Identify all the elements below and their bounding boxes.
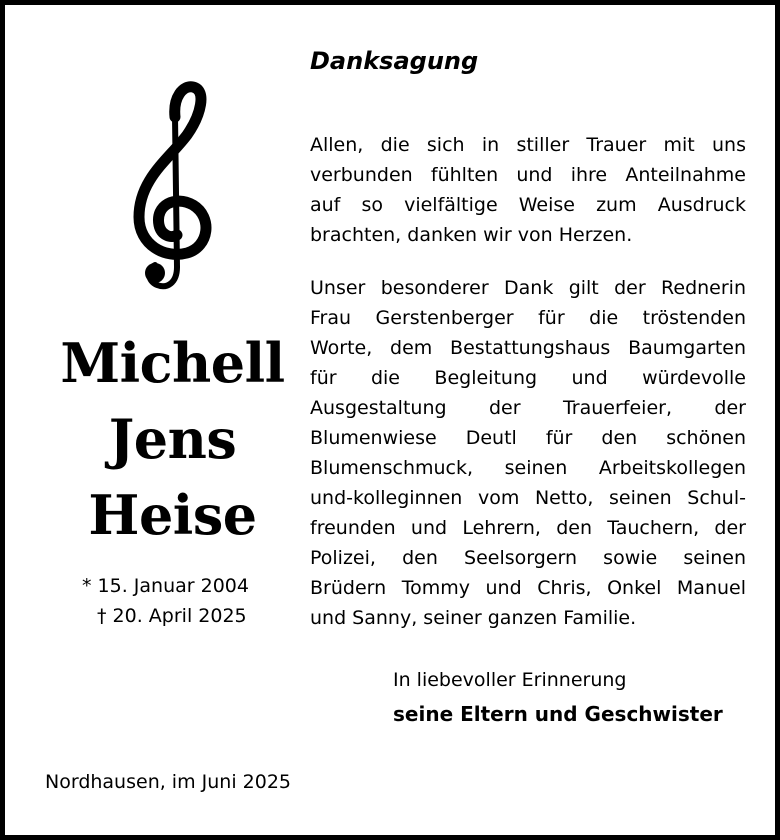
notice-heading: Danksagung (310, 47, 479, 75)
deceased-middle-name: Jens (108, 407, 237, 471)
paragraph-line: freunden und Lehrern, den Tauchern, der (310, 517, 746, 539)
paragraph-line: Blumenwiese Deutl für den schönen (310, 427, 746, 449)
memory-line: In liebevoller Erinnerung (393, 669, 627, 691)
paragraph-line: Allen, die sich in stiller Trauer mit uns (310, 134, 746, 156)
paragraph-line: und-kolleginnen vom Netto, seinen Schul- (310, 487, 746, 509)
paragraph-line: für die Begleitung und würdevolle (310, 367, 746, 389)
place-and-date: Nordhausen, im Juni 2025 (45, 771, 291, 793)
thanks-paragraph-1 (310, 130, 746, 250)
paragraph-line: Blumenschmuck, seinen Arbeitskollegen (310, 457, 746, 479)
paragraph-line: Ausgestaltung der Trauerfeier, der (310, 397, 746, 419)
deceased-first-name: Michell (60, 331, 285, 395)
treble-clef-icon (117, 77, 227, 297)
paragraph-line: verbunden fühlten und ihre Anteilnahme (310, 164, 746, 186)
death-date: † 20. April 2025 (97, 605, 247, 627)
paragraph-line: Polizei, den Seelsorgern sowie seinen (310, 547, 746, 569)
signature-line: seine Eltern und Geschwister (393, 702, 723, 726)
paragraph-line: Worte, dem Bestattungshaus Baumgarten (310, 337, 746, 359)
deceased-last-name: Heise (88, 483, 257, 547)
thanks-paragraph-2 (310, 273, 746, 633)
paragraph-line: und Sanny, seiner ganzen Familie. (310, 607, 637, 629)
paragraph-line: Unser besonderer Dank gilt der Rednerin (310, 277, 746, 299)
paragraph-line: Frau Gerstenberger für die tröstenden (310, 307, 746, 329)
paragraph-line: brachten, danken wir von Herzen. (310, 224, 633, 246)
birth-date: * 15. Januar 2004 (82, 575, 249, 597)
paragraph-line: Brüdern Tommy und Chris, Onkel Manuel (310, 577, 746, 599)
paragraph-line: auf so vielfältige Weise zum Ausdruck (310, 194, 746, 216)
